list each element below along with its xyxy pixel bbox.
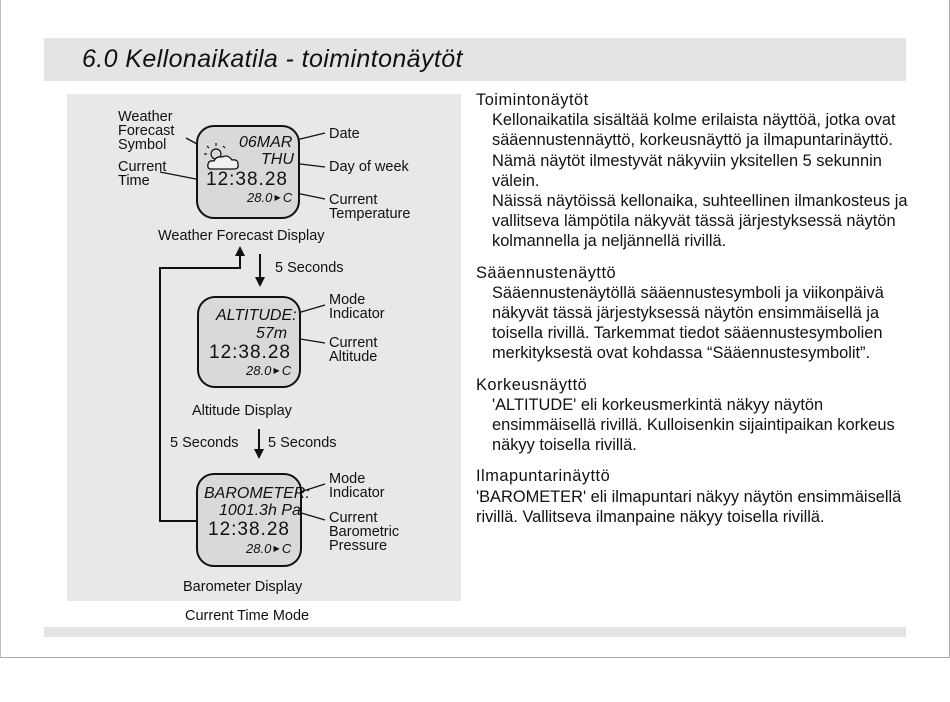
weather-date-value: 06MAR	[239, 134, 293, 151]
date-label: Date	[329, 126, 360, 142]
paragraph: 'BAROMETER' eli ilmapuntari näkyy näytön ensimmäisellä rivillä. Vallitseva ilmanpaine näkyy toisella rivillä.	[476, 487, 902, 526]
barometer-temp-value	[246, 541, 291, 556]
degree-marker-icon: ▶	[272, 193, 283, 202]
barometer-time-value: 12:38.28	[208, 519, 290, 540]
altitude-value: 57m	[256, 325, 288, 342]
paragraph: Sääennustenäytöllä sääennustesymboli ja viikonpäivä näkyvät tässä järjestyksessä näytön ensimmäisellä ja toisella rivillä. Tarkemmat tiedot sääennustesymbolien merkityksestä ovat kohdassa “Sääennustesymbolit”.	[492, 283, 884, 363]
weather-time-value: 12:38.28	[206, 169, 288, 190]
weather-symbol-label: Weather Forecast Symbol	[118, 109, 175, 153]
paragraph: Näissä näytöissä kellonaika, suhteellinen ilmankosteus ja vallitseva lämpötila näkyvät tässä järjestyksessä näytön kolmannella ja neljännellä rivillä.	[492, 192, 908, 251]
section-title: Toimintonäytöt	[476, 91, 589, 109]
section-title: Sääennustenäyttö	[476, 263, 617, 282]
footer-band	[44, 627, 906, 637]
weather-forecast-lcd	[196, 125, 300, 219]
paragraph: Kellonaikatila sisältää kolme erilaista näyttöä, jotka ovat sääennustennäyttö, korkeusnäyttö ja ilmapuntarinäyttö.	[492, 111, 896, 150]
altitude-lcd	[197, 296, 301, 388]
description-text	[476, 90, 926, 538]
arrow-icon	[235, 246, 245, 256]
temp-number: 28.0	[246, 541, 272, 556]
temp-unit: C	[281, 541, 292, 556]
altitude-temp-value	[246, 363, 291, 378]
current-pressure-label: Current Barometric Pressure	[329, 510, 400, 554]
section-toimintonaytot	[476, 90, 926, 252]
section-saaennustenaytto	[476, 263, 926, 364]
weather-temp-value	[247, 190, 292, 205]
temp-unit: C	[281, 363, 292, 378]
section-title: Korkeusnäyttö	[476, 375, 588, 394]
temp-number: 28.0	[246, 363, 272, 378]
barometer-display-caption: Barometer Display	[183, 579, 303, 595]
current-altitude-label: Current Altitude	[329, 335, 378, 365]
barometer-mode-value: BAROMETER:	[204, 485, 310, 502]
barometer-value: 1001.3h Pa	[219, 502, 301, 519]
temp-number: 28.0	[247, 190, 273, 205]
arrow-icon	[254, 449, 264, 459]
interval-label-left: 5 Seconds	[170, 435, 239, 451]
degree-marker-icon: ▶	[271, 366, 282, 375]
altitude-mode-label: Mode Indicator	[329, 292, 385, 322]
current-temperature-label: Current Temperature	[329, 192, 411, 222]
section-ilmapuntarinaytto	[476, 466, 926, 527]
current-time-label: Current Time	[118, 159, 167, 189]
section-korkeusnaytto	[476, 375, 926, 456]
interval-label: 5 Seconds	[275, 260, 344, 276]
page-title: 6.0 Kellonaikatila - toimintonäytöt	[82, 45, 463, 73]
leader-line	[298, 512, 325, 520]
paragraph: Nämä näytöt ilmestyvät näkyviin yksitellen 5 sekunnin välein.	[492, 151, 882, 190]
section-title: Ilmapuntarinäyttö	[476, 467, 611, 486]
paragraph: 'ALTITUDE' eli korkeusmerkintä näkyy näytön ensimmäisellä rivillä. Kulloisenkin sijaintipaikan korkeus näkyy toisella rivillä.	[492, 395, 895, 455]
weather-display-caption: Weather Forecast Display	[158, 228, 325, 244]
leader-line	[296, 193, 325, 199]
barometer-mode-label: Mode Indicator	[329, 471, 385, 501]
weather-day-value: THU	[261, 151, 294, 168]
temp-unit: C	[282, 190, 293, 205]
degree-marker-icon: ▶	[271, 544, 282, 553]
mode-caption: Current Time Mode	[185, 608, 310, 624]
arrow-icon	[255, 277, 265, 287]
interval-label-right: 5 Seconds	[268, 435, 337, 451]
altitude-mode-value: ALTITUDE:	[216, 307, 297, 324]
day-of-week-label: Day of week	[329, 159, 409, 175]
barometer-lcd	[196, 473, 310, 567]
altitude-time-value: 12:38.28	[209, 342, 291, 363]
altitude-display-caption: Altitude Display	[192, 403, 292, 419]
